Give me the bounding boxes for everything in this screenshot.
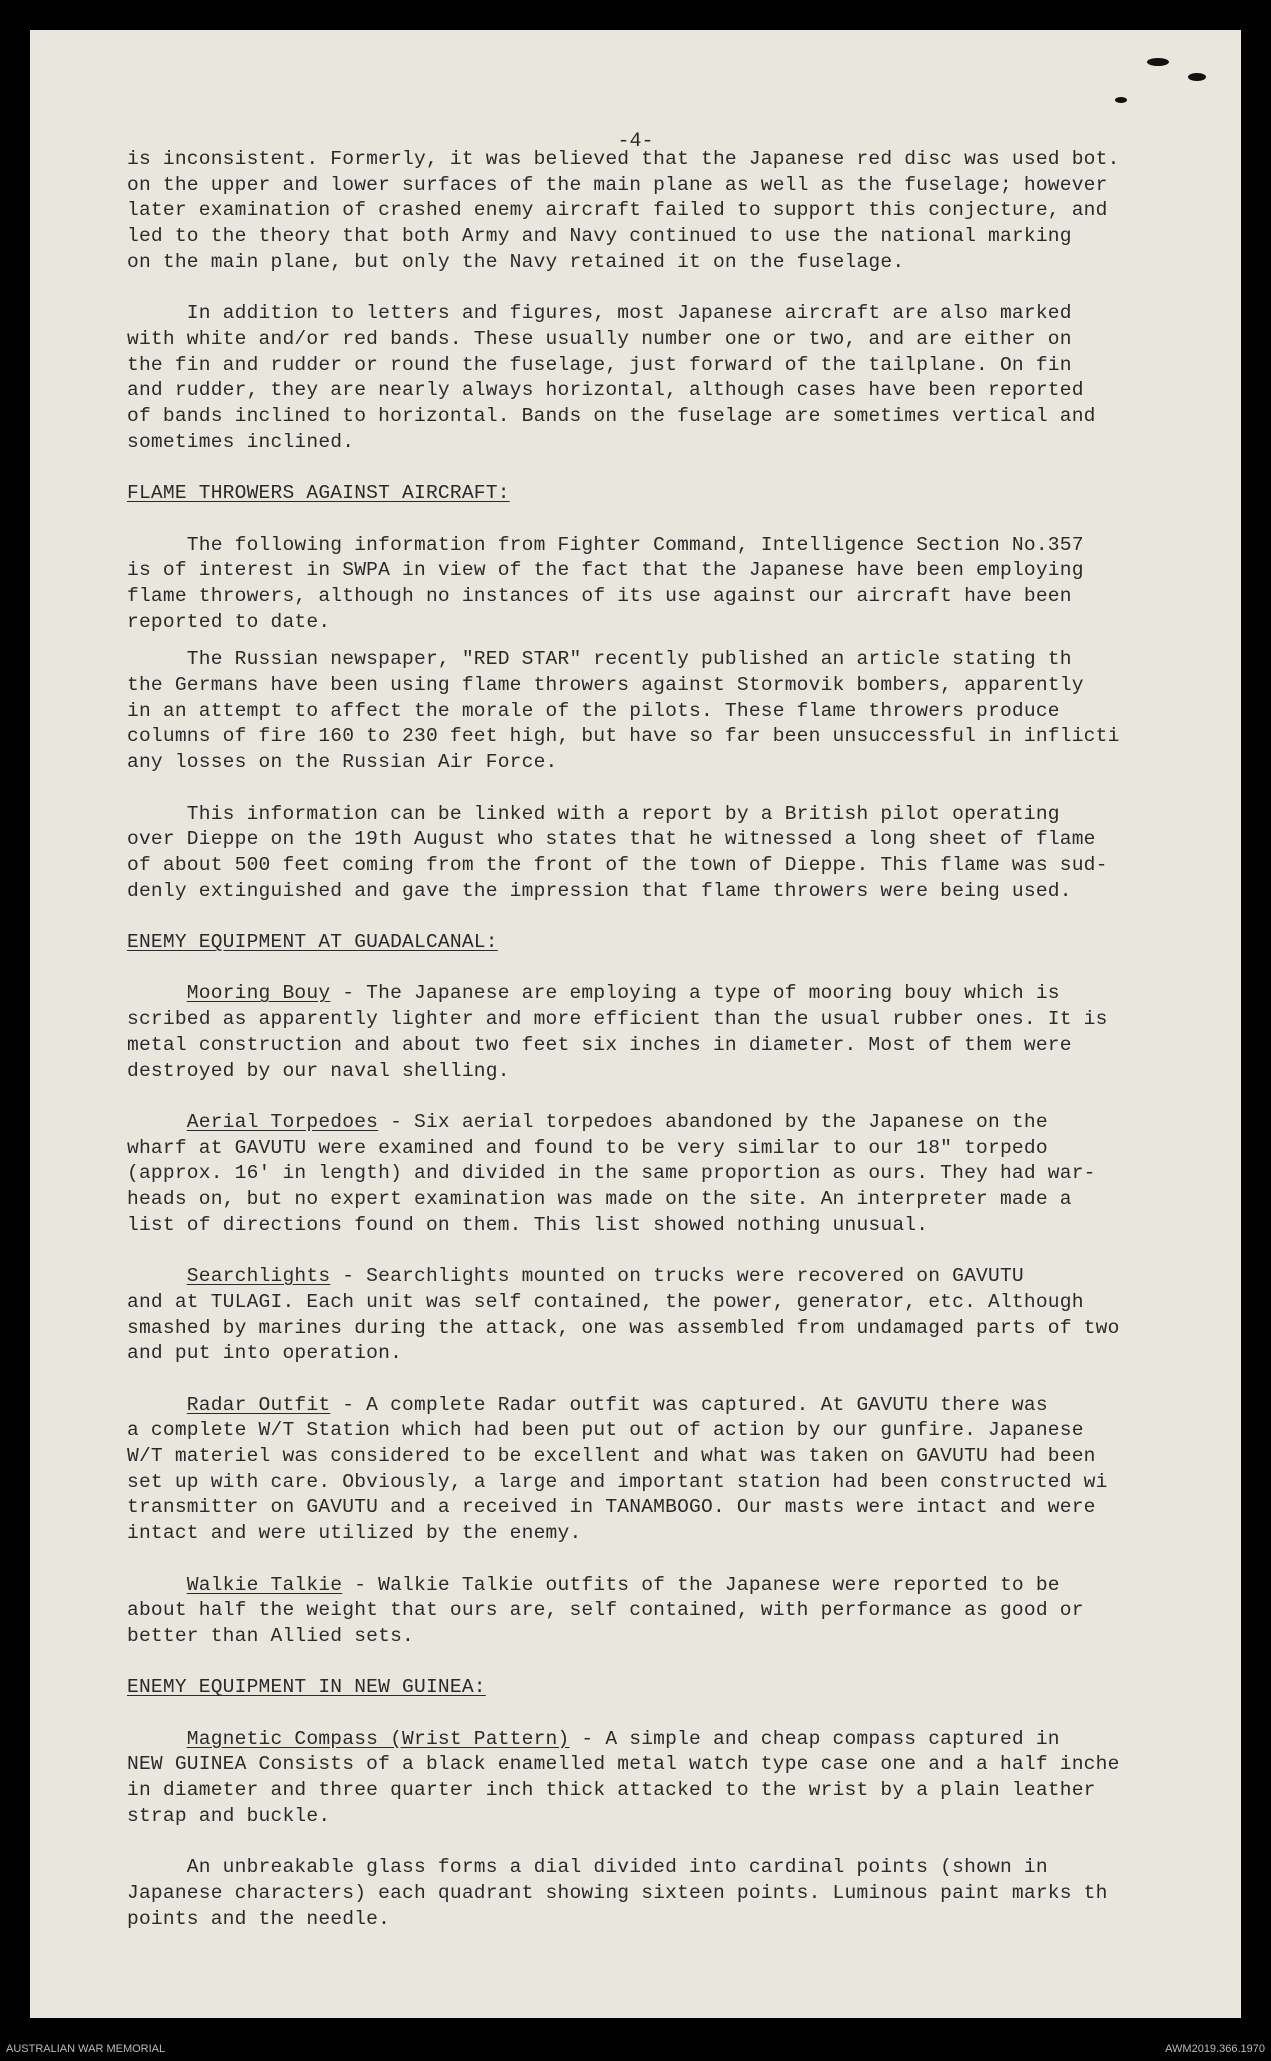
text-line: wharf at GAVUTU were examined and found to be very similar to our 18" torpedo bbox=[127, 1136, 1048, 1159]
text-line: about half the weight that ours are, self contained, with performance as good or bbox=[127, 1599, 1084, 1622]
text-line: of bands inclined to horizontal. Bands on the fuselage are sometimes vertical and bbox=[127, 405, 1096, 428]
item-text: - A simple and cheap compass captured in bbox=[569, 1727, 1060, 1750]
item-title-magnetic-compass: Magnetic Compass (Wrist Pattern) bbox=[186, 1727, 570, 1750]
text-line: heads on, but no expert examination was made on the site. An interpreter made a bbox=[127, 1188, 1072, 1211]
item-title-searchlights: Searchlights bbox=[186, 1265, 331, 1288]
section-heading-new-guinea: ENEMY EQUIPMENT IN NEW GUINEA: bbox=[127, 1676, 486, 1699]
text-line: The Russian newspaper, "RED STAR" recently published an article stating th bbox=[127, 648, 1072, 671]
text-line: in an attempt to affect the morale of the pilots. These flame throwers produce bbox=[127, 699, 1060, 722]
text-line: intact and were utilized by the enemy. bbox=[127, 1522, 582, 1545]
text-line bbox=[127, 981, 1212, 1007]
text-line: on the upper and lower surfaces of the main plane as well as the fuselage; however bbox=[127, 173, 1108, 196]
text-line: a complete W/T Station which had been put out of action by our gunfire. Japanese bbox=[127, 1419, 1084, 1442]
item-title-walkie-talkie: Walkie Talkie bbox=[186, 1573, 343, 1596]
footer-institution: AUSTRALIAN WAR MEMORIAL bbox=[6, 2043, 166, 2055]
page-number: -4- bbox=[617, 130, 654, 153]
text-line: of about 500 feet coming from the front of the town of Dieppe. This flame was sud- bbox=[127, 853, 1108, 876]
item-text: - A complete Radar outfit was captured. At GAVUTU there was bbox=[330, 1393, 1048, 1416]
text-line: destroyed by our naval shelling. bbox=[127, 1059, 510, 1082]
text-line: Japanese characters) each quadrant showing sixteen points. Luminous paint marks th bbox=[127, 1881, 1108, 1904]
text-line: in diameter and three quarter inch thick attacked to the wrist by a plain leather bbox=[127, 1779, 1096, 1802]
text-line bbox=[127, 1264, 1212, 1290]
archive-footer bbox=[0, 2038, 1271, 2061]
document-page bbox=[30, 30, 1241, 2018]
text-line: the Germans have been using flame throwers against Stormovik bombers, apparently bbox=[127, 674, 1084, 697]
text-line: strap and buckle. bbox=[127, 1804, 331, 1827]
text-line: An unbreakable glass forms a dial divided into cardinal points (shown in bbox=[127, 1856, 1048, 1879]
text-line: In addition to letters and figures, most Japanese aircraft are also marked bbox=[127, 302, 1072, 325]
text-line: with white and/or red bands. These usually number one or two, and are either on bbox=[127, 327, 1072, 350]
text-line: NEW GUINEA Consists of a black enamelled metal watch type case one and a half inche bbox=[127, 1753, 1120, 1776]
text-line: This information can be linked with a report by a British pilot operating bbox=[127, 802, 1060, 825]
text-line: on the main plane, but only the Navy retained it on the fuselage. bbox=[127, 250, 905, 273]
item-text: - Six aerial torpedoes abandoned by the Japanese on the bbox=[378, 1110, 1048, 1133]
section-heading-flame-throwers: FLAME THROWERS AGAINST AIRCRAFT: bbox=[127, 482, 510, 505]
text-line: denly extinguished and gave the impression that flame throwers were being used. bbox=[127, 879, 1072, 902]
text-line: later examination of crashed enemy aircraft failed to support this conjecture, and bbox=[127, 199, 1108, 222]
item-title-aerial-torpedoes: Aerial Torpedoes bbox=[186, 1110, 379, 1133]
text-line: metal construction and about two feet six inches in diameter. Most of them were bbox=[127, 1033, 1072, 1056]
text-line: flame throwers, although no instances of its use against our aircraft have been bbox=[127, 584, 1072, 607]
item-text: - The Japanese are employing a type of mooring bouy which is bbox=[330, 982, 1060, 1005]
text-line: points and the needle. bbox=[127, 1907, 391, 1930]
text-line: smashed by marines during the attack, one was assembled from undamaged parts of two bbox=[127, 1316, 1120, 1339]
text-line: over Dieppe on the 19th August who states that he witnessed a long sheet of flame bbox=[127, 828, 1096, 851]
text-line: is inconsistent. Formerly, it was believed that the Japanese red disc was used bot. bbox=[127, 148, 1120, 170]
text-line bbox=[127, 1727, 1212, 1753]
item-title-mooring-bouy: Mooring Bouy bbox=[186, 982, 331, 1005]
text-line: transmitter on GAVUTU and a received in TANAMBOGO. Our masts were intact and were bbox=[127, 1496, 1096, 1519]
section-heading-guadalcanal: ENEMY EQUIPMENT AT GUADALCANAL: bbox=[127, 931, 498, 954]
text-line: and at TULAGI. Each unit was self contained, the power, generator, etc. Although bbox=[127, 1290, 1084, 1313]
ink-mark bbox=[1147, 58, 1169, 66]
text-line: set up with care. Obviously, a large and important station had been constructed wi bbox=[127, 1470, 1108, 1493]
text-line: W/T materiel was considered to be excellent and what was taken on GAVUTU had been bbox=[127, 1445, 1096, 1468]
ink-mark bbox=[1188, 73, 1206, 81]
text-line: columns of fire 160 to 230 feet high, but have so far been unsuccessful in inflicti bbox=[127, 725, 1120, 748]
document-body bbox=[127, 147, 1212, 1932]
footer-accession-number: AWM2019.366.1970 bbox=[1165, 2043, 1265, 2055]
text-line: and put into operation. bbox=[127, 1342, 403, 1365]
item-title-radar-outfit: Radar Outfit bbox=[186, 1393, 331, 1416]
text-line: (approx. 16' in length) and divided in the same proportion as ours. They had war- bbox=[127, 1162, 1096, 1185]
text-line: better than Allied sets. bbox=[127, 1624, 414, 1647]
item-text: - Walkie Talkie outfits of the Japanese were reported to be bbox=[342, 1573, 1060, 1596]
text-line: the fin and rudder or round the fuselage, just forward of the tailplane. On fin bbox=[127, 353, 1072, 376]
text-line: list of directions found on them. This list showed nothing unusual. bbox=[127, 1213, 929, 1236]
text-line: sometimes inclined. bbox=[127, 430, 355, 453]
text-line: any losses on the Russian Air Force. bbox=[127, 751, 558, 774]
text-line: and rudder, they are nearly always horizontal, although cases have been reported bbox=[127, 379, 1084, 402]
text-line bbox=[127, 1573, 1212, 1599]
text-line: The following information from Fighter Command, Intelligence Section No.357 bbox=[127, 533, 1084, 556]
text-line: is of interest in SWPA in view of the fact that the Japanese have been employing bbox=[127, 559, 1084, 582]
text-line: reported to date. bbox=[127, 610, 331, 633]
text-line bbox=[127, 1110, 1212, 1136]
text-line: scribed as apparently lighter and more efficient than the usual rubber ones. It is bbox=[127, 1008, 1108, 1031]
ink-mark bbox=[1115, 97, 1127, 103]
text-line: led to the theory that both Army and Navy continued to use the national marking bbox=[127, 225, 1072, 248]
text-line bbox=[127, 1393, 1212, 1419]
item-text: - Searchlights mounted on trucks were recovered on GAVUTU bbox=[330, 1265, 1024, 1288]
